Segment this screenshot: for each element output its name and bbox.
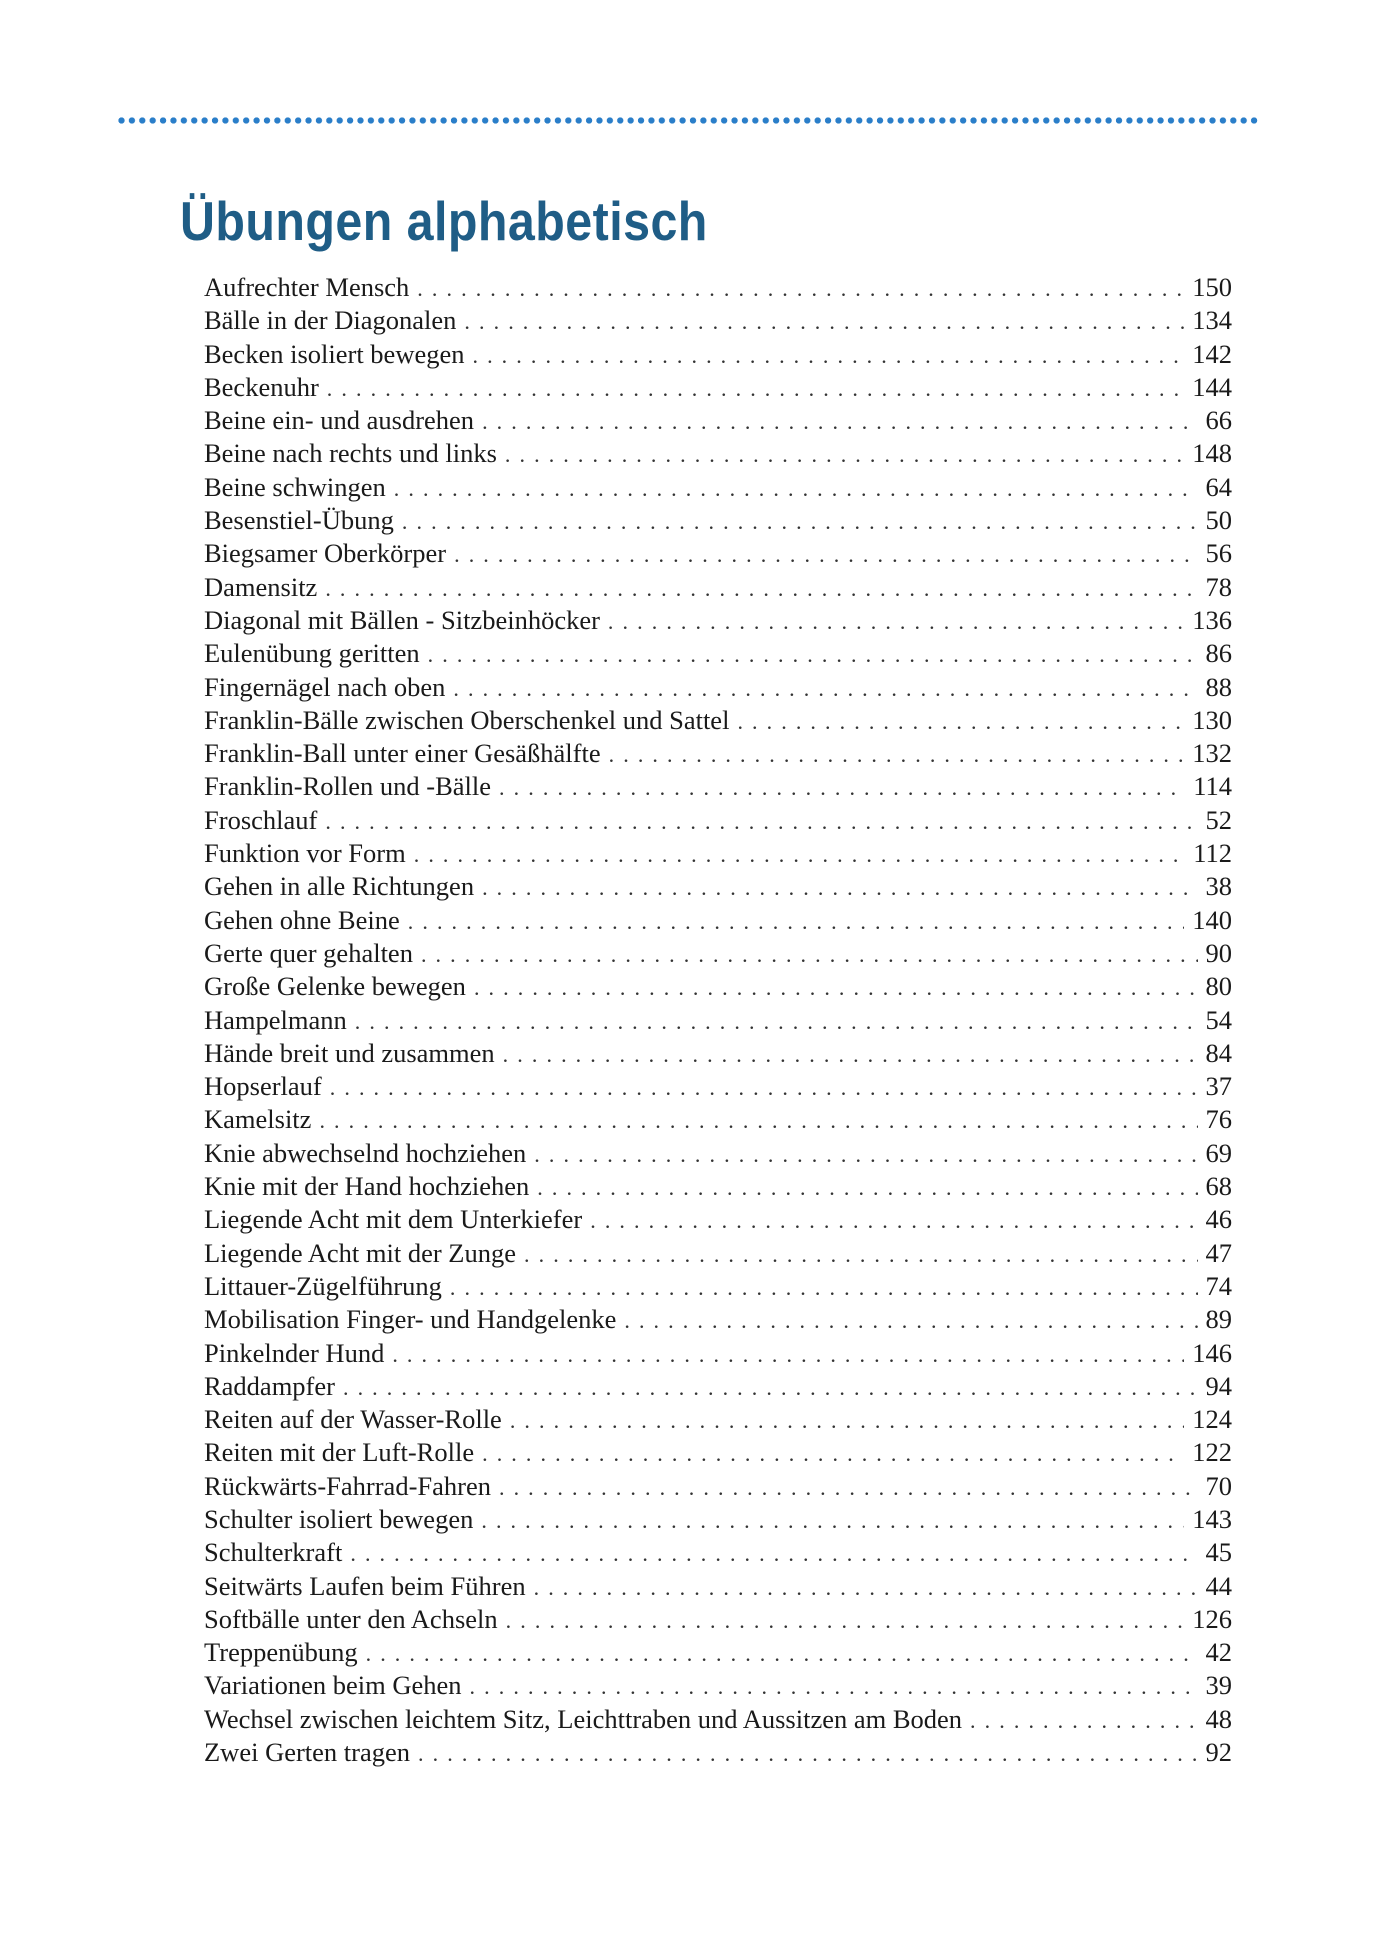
toc-entry-page-number: 56 [1205,538,1232,569]
toc-entry-page-number: 114 [1193,771,1232,802]
toc-entry-title: Reiten auf der Wasser-Rolle [204,1404,502,1435]
toc-entry-page-number: 42 [1205,1637,1232,1668]
toc-entry-page-number: 45 [1205,1537,1232,1568]
toc-entry[interactable] [204,1170,1232,1203]
toc-entry-page-number: 69 [1205,1137,1232,1168]
toc-entry-title: Bälle in der Diagonalen [204,305,457,336]
toc-dot-leader [537,1171,1197,1203]
toc-entry-page-number: 90 [1205,937,1232,968]
page-title: Übungen alphabetisch [180,190,708,252]
toc-entry[interactable] [204,937,1232,970]
toc-entry-title: Softbälle unter den Achseln [204,1603,498,1634]
toc-entry-title: Besenstiel-Übung [204,505,394,536]
toc-entry-title: Diagonal mit Bällen - Sitzbeinhöcker [204,604,600,635]
toc-entry[interactable] [204,1736,1232,1769]
toc-entry-page-number: 86 [1205,638,1232,669]
toc-dot-leader [343,1371,1198,1403]
toc-entry-title: Variationen beim Gehen [204,1670,462,1701]
toc-dot-leader [327,372,1184,404]
toc-dot-leader [319,1104,1197,1136]
toc-entry[interactable] [204,737,1232,770]
toc-entry-page-number: 148 [1192,438,1232,469]
toc-entry-page-number: 144 [1192,371,1232,402]
toc-entry-title: Pinkelnder Hund [204,1337,385,1368]
toc-entry[interactable] [204,970,1232,1003]
toc-dot-leader [506,1604,1185,1636]
toc-entry-title: Hopserlauf [204,1071,322,1102]
toc-entry-title: Liegende Acht mit dem Unterkiefer [204,1204,583,1235]
toc-entry-title: Gerte quer gehalten [204,937,413,968]
toc-entry[interactable] [204,1703,1232,1736]
toc-entry-title: Große Gelenke bewegen [204,971,466,1002]
toc-dot-leader [609,738,1185,770]
toc-entry[interactable] [204,837,1232,870]
toc-dot-leader [418,1737,1197,1769]
toc-dot-leader [428,638,1198,670]
toc-entry-title: Beine ein- und ausdrehen [204,405,475,436]
toc-entry-page-number: 52 [1205,804,1232,835]
toc-entry-title: Fingernägel nach oben [204,671,446,702]
toc-dot-leader [499,1471,1198,1503]
toc-entry-page-number: 146 [1192,1337,1232,1368]
toc-dot-leader [510,1404,1184,1436]
toc-entry-title: Raddampfer [204,1370,335,1401]
toc-dot-leader [590,1204,1197,1236]
toc-entry-title: Beine schwingen [204,471,386,502]
toc-entry-page-number: 150 [1192,272,1232,302]
toc-dot-leader [453,672,1197,704]
toc-entry[interactable] [204,804,1232,837]
toc-dot-leader [394,472,1198,504]
toc-entry-page-number: 122 [1192,1437,1232,1468]
toc-entry-page-number: 66 [1205,405,1232,436]
toc-dot-leader [481,1504,1184,1536]
toc-entry-page-number: 78 [1205,571,1232,602]
toc-entry-page-number: 142 [1192,338,1232,369]
toc-entry-title: Funktion vor Form [204,838,406,869]
toc-entry-page-number: 126 [1192,1603,1232,1634]
toc-dot-leader [970,1704,1197,1736]
toc-entry[interactable] [204,1603,1232,1636]
toc-entry[interactable] [204,1337,1232,1370]
toc-dot-leader [392,1338,1184,1370]
toc-entry-page-number: 89 [1205,1304,1232,1335]
toc-entry-page-number: 88 [1205,671,1232,702]
toc-entry-page-number: 94 [1205,1370,1232,1401]
toc-dot-leader [414,838,1186,870]
toc-entry-page-number: 92 [1205,1737,1232,1768]
toc-entry-title: Hände breit und zusammen [204,1037,495,1068]
toc-dot-leader [624,1304,1197,1336]
toc-entry[interactable] [204,404,1232,437]
toc-entry[interactable] [204,1303,1232,1336]
toc-dot-leader [472,339,1184,371]
toc-entry-page-number: 76 [1205,1104,1232,1135]
toc-dot-leader [499,771,1185,803]
toc-entry-title: Biegsamer Oberkörper [204,538,447,569]
toc-dot-leader [350,1537,1197,1569]
toc-dot-leader [534,1571,1198,1603]
toc-entry[interactable] [204,1636,1232,1669]
toc-entry-page-number: 132 [1192,738,1232,769]
toc-dot-leader [366,1637,1198,1669]
toc-dot-leader [325,805,1197,837]
toc-entry-title: Hampelmann [204,1004,347,1035]
toc-entry[interactable] [204,1103,1232,1136]
toc-entry[interactable] [204,1370,1232,1403]
toc-entry[interactable] [204,1203,1232,1236]
toc-entry[interactable] [204,1503,1232,1536]
toc-entry-title: Liegende Acht mit der Zunge [204,1237,517,1268]
toc-entry[interactable] [204,471,1232,504]
toc-entry-title: Aufrechter Mensch [204,272,410,302]
toc-entry[interactable] [204,437,1232,470]
toc-entry-page-number: 134 [1192,305,1232,336]
toc-entry-page-number: 140 [1192,904,1232,935]
toc-entry-page-number: 44 [1205,1570,1232,1601]
toc-dot-leader [421,938,1198,970]
toc-entry-title: Seitwärts Laufen beim Führen [204,1570,526,1601]
toc-entry-title: Eulenübung geritten [204,638,420,669]
toc-entry[interactable] [204,371,1232,404]
toc-entry[interactable] [204,537,1232,570]
toc-dot-leader [464,305,1184,337]
toc-entry[interactable] [204,304,1232,337]
toc-entry-title: Becken isoliert bewegen [204,338,465,369]
toc-dot-leader [524,1238,1197,1270]
toc-entry-title: Wechsel zwischen leichtem Sitz, Leichttraben und Aussitzen am Boden [204,1703,963,1734]
toc-entry[interactable] [204,1237,1232,1270]
toc-entry[interactable] [204,1470,1232,1503]
toc-entry-page-number: 130 [1192,704,1232,735]
toc-dot-leader [505,438,1184,470]
toc-list [204,271,1232,1769]
toc-entry[interactable] [204,271,1232,304]
toc-entry-page-number: 80 [1205,971,1232,1002]
toc-dot-leader [450,1271,1198,1303]
toc-entry[interactable] [204,1436,1232,1469]
toc-entry[interactable] [204,1270,1232,1303]
toc-entry[interactable] [204,1137,1232,1170]
toc-entry-page-number: 38 [1205,871,1232,902]
toc-entry-page-number: 39 [1205,1670,1232,1701]
toc-entry-page-number: 37 [1205,1071,1232,1102]
toc-entry[interactable] [204,904,1232,937]
toc-entry-page-number: 136 [1192,604,1232,635]
toc-entry-page-number: 48 [1205,1703,1232,1734]
toc-entry-page-number: 68 [1205,1171,1232,1202]
toc-entry-page-number: 124 [1192,1404,1232,1435]
toc-entry-page-number: 50 [1205,505,1232,536]
toc-entry-title: Schulterkraft [204,1537,343,1568]
toc-entry-title: Franklin-Bälle zwischen Oberschenkel und Sattel [204,704,730,735]
toc-entry-title: Froschlauf [204,804,318,835]
toc-dot-leader [482,871,1197,903]
toc-entry-title: Franklin-Ball unter einer Gesäßhälfte [204,738,601,769]
toc-entry[interactable] [204,604,1232,637]
toc-entry-title: Beine nach rechts und links [204,438,497,469]
toc-entry-title: Gehen in alle Richtungen [204,871,475,902]
toc-entry-title: Reiten mit der Luft-Rolle [204,1437,475,1468]
toc-dot-leader [417,272,1184,304]
toc-dot-leader [330,1071,1198,1103]
toc-entry-page-number: 47 [1205,1237,1232,1268]
toc-entry-page-number: 84 [1205,1037,1232,1068]
toc-dot-leader [737,705,1184,737]
toc-dot-leader [608,605,1184,637]
toc-entry-title: Zwei Gerten tragen [204,1737,411,1768]
toc-entry[interactable] [204,770,1232,803]
toc-entry[interactable] [204,571,1232,604]
toc-entry-title: Littauer-Zügelführung [204,1270,442,1301]
toc-dot-leader [474,971,1198,1003]
toc-entry-page-number: 143 [1192,1503,1232,1534]
toc-entry[interactable] [204,338,1232,371]
toc-entry-title: Franklin-Rollen und -Bälle [204,771,492,802]
toc-dot-leader [408,905,1185,937]
toc-entry-page-number: 112 [1193,838,1232,869]
toc-entry-page-number: 54 [1205,1004,1232,1035]
toc-entry-title: Knie abwechselnd hochziehen [204,1137,527,1168]
toc-entry[interactable] [204,1004,1232,1037]
toc-dot-leader [355,1005,1198,1037]
toc-entry[interactable] [204,870,1232,903]
toc-entry-title: Gehen ohne Beine [204,904,400,935]
toc-dot-leader [534,1138,1197,1170]
toc-entry[interactable] [204,1570,1232,1603]
toc-entry-title: Rückwärts-Fahrrad-Fahren [204,1470,491,1501]
toc-entry-title: Kamelsitz [204,1104,312,1135]
toc-entry[interactable] [204,1037,1232,1070]
toc-entry[interactable] [204,637,1232,670]
toc-entry-page-number: 46 [1205,1204,1232,1235]
toc-entry-title: Mobilisation Finger- und Handgelenke [204,1304,617,1335]
toc-entry[interactable] [204,1669,1232,1702]
toc-entry-title: Treppenübung [204,1637,358,1668]
toc-entry-title: Beckenuhr [204,371,319,402]
toc-dot-leader [503,1038,1198,1070]
toc-entry[interactable] [204,1403,1232,1436]
toc-entry[interactable] [204,1070,1232,1103]
toc-dot-leader [325,572,1197,604]
toc-dot-leader [402,505,1198,537]
toc-entry[interactable] [204,1536,1232,1569]
toc-dot-leader [482,1437,1184,1469]
toc-entry-page-number: 70 [1205,1470,1232,1501]
toc-entry-title: Schulter isoliert bewegen [204,1503,474,1534]
toc-entry-title: Damensitz [204,571,318,602]
toc-dot-leader [470,1670,1198,1702]
toc-entry-title: Knie mit der Hand hochziehen [204,1171,530,1202]
toc-dot-leader [482,405,1197,437]
toc-entry-page-number: 74 [1205,1270,1232,1301]
dotted-rule [118,117,1260,124]
toc-dot-leader [454,538,1197,570]
toc-entry[interactable] [204,671,1232,704]
toc-entry-page-number: 64 [1205,471,1232,502]
toc-entry[interactable] [204,704,1232,737]
toc-entry[interactable] [204,504,1232,537]
